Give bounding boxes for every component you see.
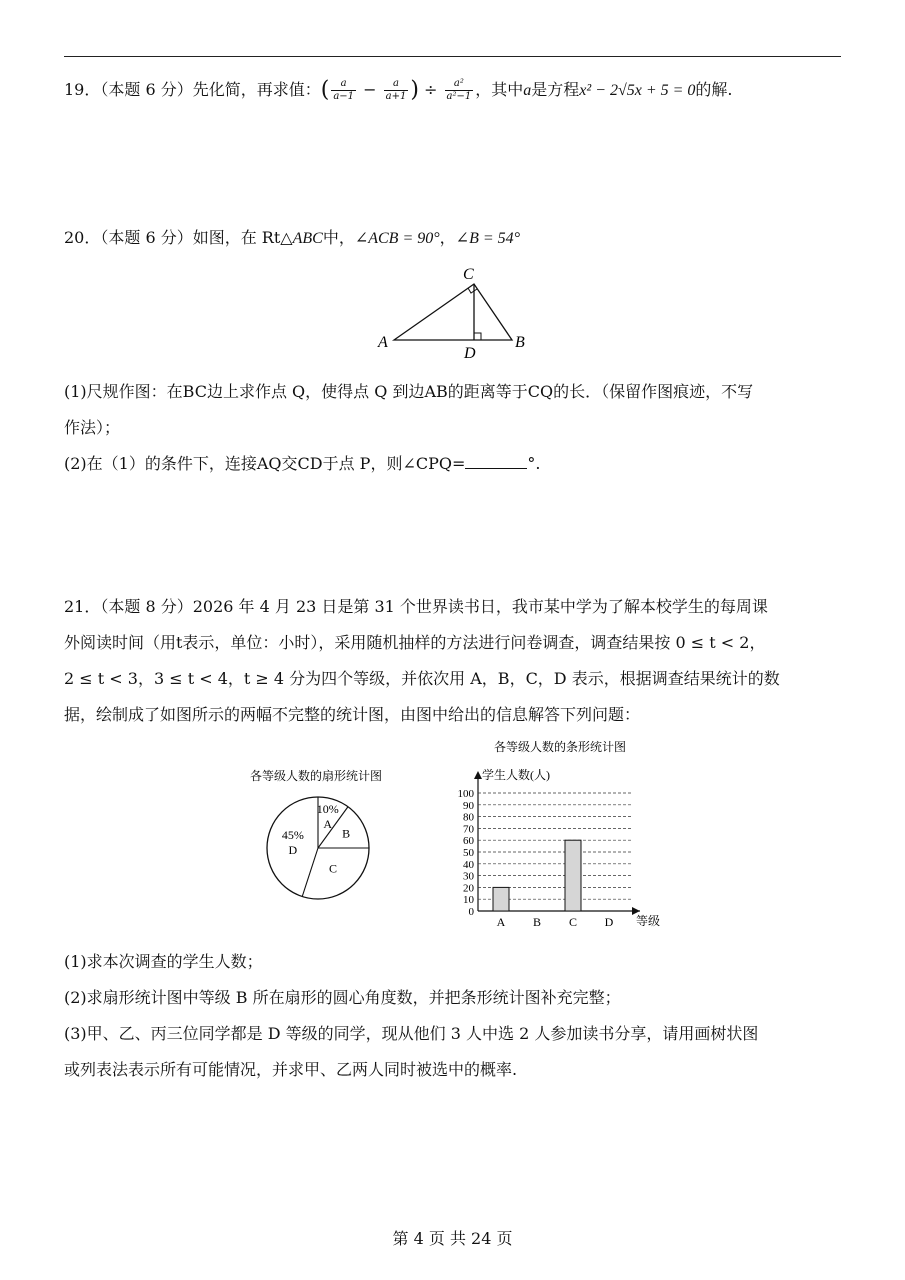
y-tick-label: 100 — [457, 788, 474, 800]
bar-a — [493, 887, 509, 911]
q19-close-paren: ) — [410, 77, 419, 103]
q19-fraction-2 — [384, 78, 409, 103]
q20-part1-line1: (1)尺规作图：在BC边上求作点 Q，使得点 Q 到边AB的距离等于CQ的长．（保留作图痕迹，不写 — [64, 382, 754, 401]
right-angle-mark-c — [468, 288, 477, 293]
label-a: A — [378, 334, 388, 351]
q19-f3-denominator: a²−1 — [446, 91, 472, 102]
pie-chart — [236, 762, 396, 912]
y-tick-label: 50 — [463, 847, 474, 859]
q21-line1: 21．（本题 8 分）2026 年 4 月 23 日是第 31 个世界读书日，我市某中学为了解本校学生的每周课 — [64, 597, 768, 616]
q21-line4: 据，绘制成了如图所示的两幅不完整的统计图，由图中给出的信息解答下列问题： — [64, 705, 641, 724]
bar-title: 各等级人数的条形统计图 — [493, 740, 627, 754]
y-tick-label: 20 — [463, 882, 474, 895]
question-20 — [64, 226, 520, 251]
y-tick-label: 40 — [463, 858, 474, 871]
right-angle-mark-d — [474, 333, 481, 340]
triangle-abc — [394, 284, 512, 340]
pie-slice-label-a: A — [323, 816, 333, 831]
pie-title: 各等级人数的扇形统计图 — [249, 769, 383, 783]
q19-f1-numerator: a — [331, 78, 356, 91]
x-tick-label-a: A — [496, 915, 506, 929]
pie-percent-label-a: 10% — [316, 801, 339, 816]
q19-minus: − — [363, 80, 377, 99]
q19-prefix: 19．（本题 6 分）先化简，再求值： — [64, 80, 321, 99]
q21-part2: (2)求扇形统计图中等级 B 所在扇形的圆心角度数，并把条形统计图补充完整； — [64, 988, 621, 1007]
label-b: B — [515, 334, 525, 351]
answer-blank[interactable] — [465, 452, 527, 469]
x-tick-label-d: D — [604, 915, 614, 929]
q19-divide: ÷ — [424, 80, 438, 99]
q20-sep: ， — [439, 228, 456, 247]
q21-part3-line2: 或列表法表示所有可能情况，并求甲、乙两人同时被选中的概率. — [64, 1060, 518, 1079]
q20-part2-suffix: °. — [527, 454, 541, 473]
q19-fraction-3 — [445, 78, 474, 103]
pie-slice-edge-d — [302, 848, 318, 897]
q19-f2-numerator: a — [384, 78, 409, 91]
pie-slices — [267, 797, 369, 899]
y-tick-label: 70 — [463, 823, 474, 836]
q20-part2 — [64, 452, 540, 476]
x-tick-label-b: B — [532, 915, 542, 929]
q21-line3: 2 ≤ t < 3，3 ≤ t < 4，t ≥ 4 分为四个等级，并依次用 A，B，C，D 表示，根据调查结果统计的数 — [64, 669, 780, 688]
q20-part1-line2: 作法）； — [64, 418, 121, 437]
top-rule — [64, 56, 841, 57]
q19-mid2: 是方程 — [531, 80, 580, 99]
pie-slice-label-b: B — [342, 826, 351, 841]
pie-slice-label-c: C — [328, 861, 337, 876]
q19-open-paren: ( — [320, 77, 330, 103]
q19-f2-denominator: a+1 — [385, 91, 407, 102]
q20-angle-b: ∠B = 54° — [455, 230, 521, 247]
label-d: D — [464, 345, 476, 362]
q20-part2-prefix: (2)在（1）的条件下，连接AQ交CD于点 P，则∠CPQ= — [64, 454, 466, 473]
q19-mid: ，其中 — [475, 80, 524, 99]
x-tick-label-c: C — [568, 915, 578, 929]
question-19 — [64, 78, 733, 103]
y-tick-label: 10 — [463, 894, 474, 907]
q20-angle-acb: ∠ACB = 90° — [354, 230, 440, 247]
bar-c — [565, 840, 581, 911]
bar-elements — [458, 767, 661, 929]
q19-fraction-1 — [331, 78, 356, 103]
y-tick-label: 90 — [463, 799, 474, 812]
bar-chart — [440, 735, 680, 935]
q19-var-a: a — [523, 82, 532, 99]
q20-triangle: △ABC — [280, 230, 323, 247]
q20-mid: 中， — [322, 228, 355, 247]
y-tick-label: 60 — [463, 835, 474, 848]
y-tick-label: 80 — [463, 811, 474, 824]
q20-prefix: 20．（本题 6 分）如图，在 Rt — [64, 228, 281, 247]
q19-f1-denominator: a−1 — [333, 91, 355, 102]
x-axis-label: 等级 — [636, 914, 661, 928]
y-axis-arrow — [474, 771, 482, 779]
y-tick-label: 30 — [463, 870, 474, 883]
pie-slice-label-d: D — [288, 843, 298, 858]
q19-equation: x² − 2√5x + 5 = 0 — [579, 82, 696, 99]
q19-f3-numerator: a² — [445, 78, 474, 91]
page-footer: 第 4 页 共 24 页 — [392, 1229, 513, 1248]
q21-part3-line1: (3)甲、乙、丙三位同学都是 D 等级的同学，现从他们 3 人中选 2 人参加读书分享，请用画树状图 — [64, 1024, 759, 1043]
y-axis-label: 学生人数(人) — [482, 768, 550, 782]
q21-line2: 外阅读时间（用t表示，单位：小时），采用随机抽样的方法进行问卷调查，调查结果按 0 ≤ t < 2， — [64, 633, 766, 652]
label-c: C — [463, 266, 474, 283]
pie-percent-label-d: 45% — [281, 828, 304, 843]
q21-part1: (1)求本次调查的学生人数； — [64, 952, 263, 971]
triangle-figure — [370, 262, 540, 362]
y-tick-label: 0 — [468, 906, 474, 918]
q19-suffix: 的解. — [695, 80, 733, 99]
